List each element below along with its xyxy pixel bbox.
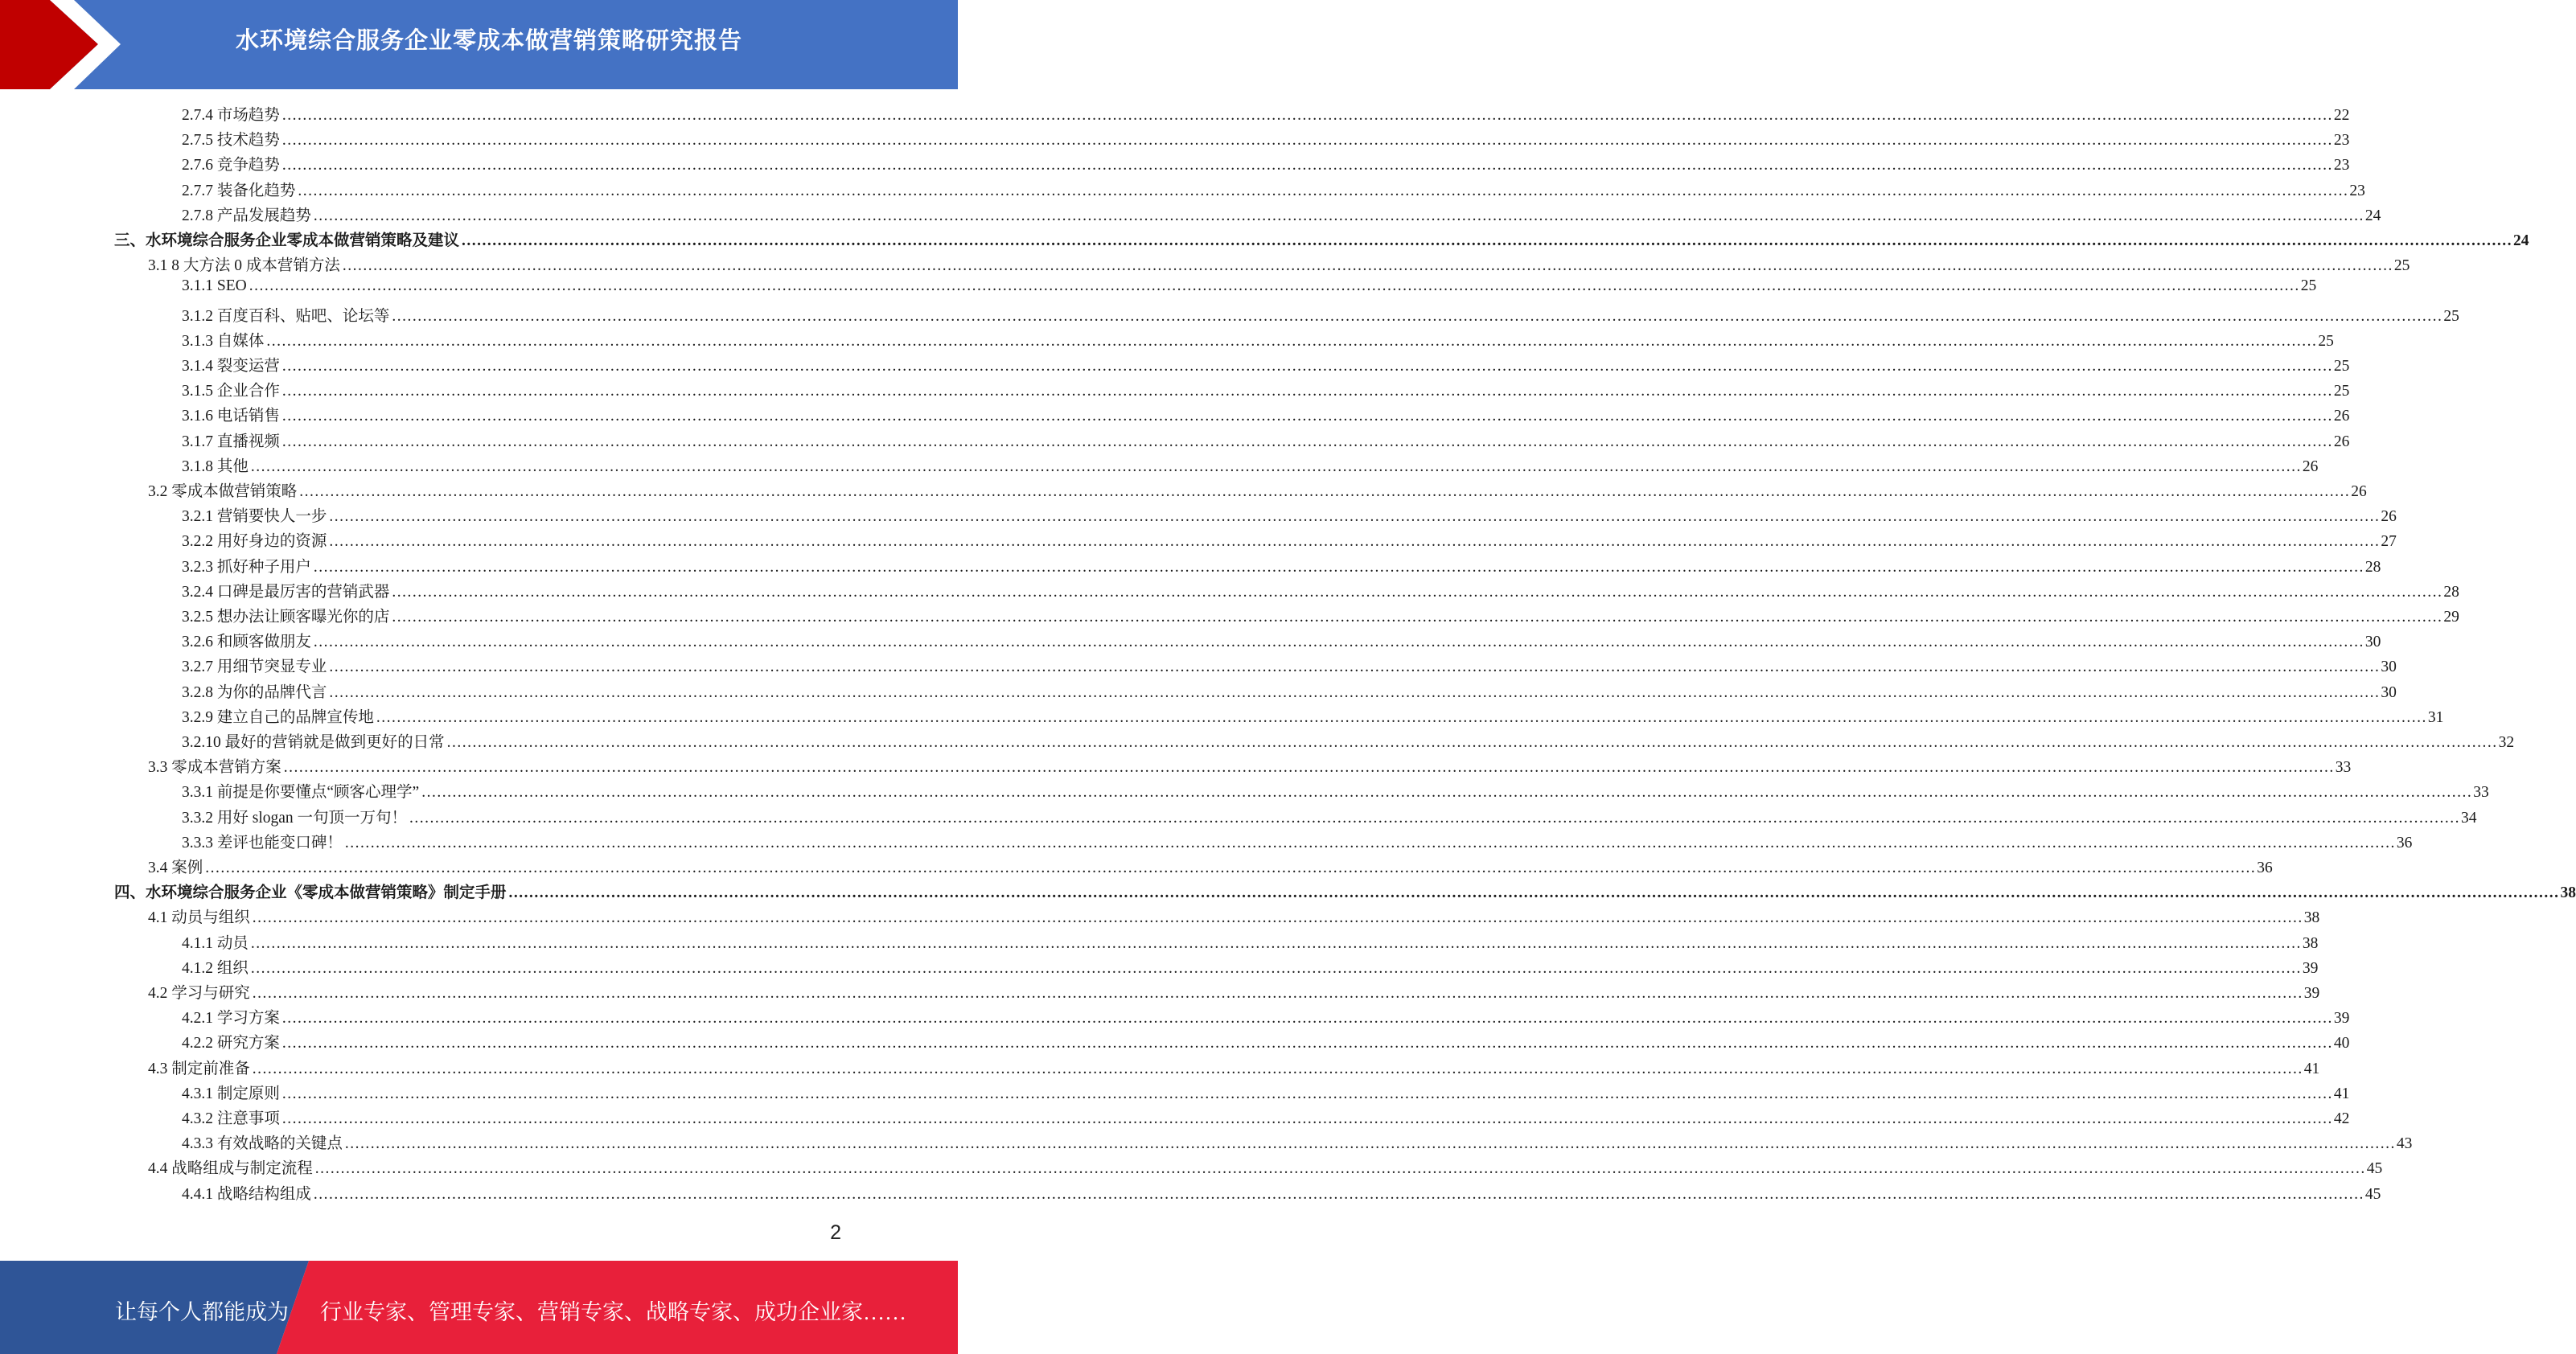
toc-entry-label: 3.4 案例: [148, 860, 203, 876]
toc-dot-leader: ................................................................................................................................................................................................................................................................................................................................................................................................................: [313, 634, 2364, 651]
toc-entry[interactable]: [182, 604, 2459, 629]
toc-entry-page: 39: [2333, 1010, 2350, 1028]
toc-entry[interactable]: [182, 528, 2397, 553]
toc-dot-leader: ................................................................................................................................................................................................................................................................................................................................................................................................................: [329, 533, 2381, 551]
toc-entry-page: 29: [2443, 609, 2459, 626]
toc-dot-leader: ................................................................................................................................................................................................................................................................................................................................................................................................................: [281, 433, 2333, 450]
toc-entry-label: 4.3.3 有效战略的关键点: [182, 1135, 343, 1153]
toc-entry-page: 27: [2381, 533, 2397, 551]
toc-dot-leader: ................................................................................................................................................................................................................................................................................................................................................................................................................: [283, 759, 2335, 777]
toc-entry[interactable]: [182, 654, 2397, 679]
toc-dot-leader: ................................................................................................................................................................................................................................................................................................................................................................................................................: [249, 277, 2300, 295]
toc-entry-label: 3.3 零成本营销方案: [148, 759, 281, 777]
toc-entry-page: 40: [2333, 1035, 2350, 1052]
toc-entry-page: 23: [2333, 132, 2350, 150]
toc-entry-page: 26: [2333, 408, 2350, 425]
toc-entry[interactable]: [148, 1056, 2320, 1081]
toc-entry-label: 3.1.6 电话销售: [182, 408, 280, 425]
toc-entry[interactable]: [148, 905, 2320, 929]
toc-entry-label: 四、水环境综合服务企业《零成本做营销策略》制定手册: [114, 884, 507, 902]
toc-entry-page: 33: [2335, 759, 2352, 777]
toc-entry-label: 4.4 战略组成与制定流程: [148, 1160, 313, 1178]
toc-entry-label: 3.2.4 口碑是最厉害的营销武器: [182, 583, 390, 601]
toc-entry-page: 34: [2461, 809, 2477, 827]
toc-entry[interactable]: [148, 754, 2352, 779]
toc-entry-page: 23: [2349, 182, 2365, 199]
footer-slogan-left: 让每个人都能成为: [115, 1300, 289, 1324]
toc-entry-label: 3.3.1 前提是你要懂点“顾客心理学”: [182, 784, 420, 802]
toc-entry-label: 三、水环境综合服务企业零成本做营销策略及建议: [114, 232, 460, 249]
toc-entry-label: 3.2.6 和顾客做朋友: [182, 634, 311, 651]
toc-dot-leader: ................................................................................................................................................................................................................................................................................................................................................................................................................: [313, 1185, 2364, 1203]
toc-dot-leader: ................................................................................................................................................................................................................................................................................................................................................................................................................: [329, 683, 2381, 701]
toc-entry[interactable]: [182, 729, 2515, 754]
toc-entry[interactable]: [182, 378, 2350, 403]
toc-entry[interactable]: [182, 328, 2334, 353]
toc-entry-label: 4.1 动员与组织: [148, 909, 250, 927]
toc-entry-label: 4.4.1 战略结构组成: [182, 1185, 311, 1203]
toc-entry-label: 4.2.1 学习方案: [182, 1010, 280, 1028]
toc-entry[interactable]: [182, 203, 2381, 228]
toc-entry[interactable]: [182, 779, 2489, 804]
toc-entry[interactable]: [182, 629, 2381, 654]
toc-entry-page: 26: [2302, 457, 2319, 475]
toc-entry[interactable]: [182, 554, 2381, 579]
toc-entry[interactable]: [182, 1106, 2350, 1130]
toc-entry-page: 28: [2364, 558, 2381, 576]
toc-entry-page: 24: [2513, 232, 2529, 249]
toc-entry[interactable]: [148, 1155, 2383, 1180]
toc-entry-page: 38: [2303, 909, 2320, 927]
toc-dot-leader: ................................................................................................................................................................................................................................................................................................................................................................................................................: [252, 1060, 2303, 1077]
toc-dot-leader: ................................................................................................................................................................................................................................................................................................................................................................................................................: [298, 182, 2349, 199]
toc-entry-label: 3.1.2 百度百科、贴吧、论坛等: [182, 307, 390, 325]
toc-entry-label: 3.1 8 大方法 0 成本营销方法: [148, 257, 340, 275]
document-title: 水环境综合服务企业零成本做营销策略研究报告: [235, 27, 742, 54]
toc-entry[interactable]: [182, 277, 2317, 302]
toc-entry-label: 4.1.2 组织: [182, 959, 249, 977]
toc-entry-label: 4.2.2 研究方案: [182, 1035, 280, 1052]
toc-entry[interactable]: [182, 830, 2413, 855]
toc-entry-page: 38: [2302, 934, 2319, 952]
toc-entry[interactable]: [182, 303, 2459, 328]
toc-entry[interactable]: [182, 353, 2350, 378]
footer-slogan-right: 行业专家、管理专家、营销专家、战略专家、成功企业家……: [320, 1300, 906, 1324]
toc-entry-label: 3.2.9 建立自己的品牌宣传地: [182, 708, 374, 726]
toc-dot-leader: ................................................................................................................................................................................................................................................................................................................................................................................................................: [344, 1135, 2396, 1153]
toc-entry[interactable]: [182, 955, 2319, 980]
toc-entry-page: 42: [2333, 1110, 2350, 1127]
toc-entry-page: 32: [2498, 734, 2515, 751]
toc-entry[interactable]: [182, 403, 2350, 428]
toc-entry-label: 2.7.6 竞争趋势: [182, 157, 280, 174]
toc-dot-leader: ................................................................................................................................................................................................................................................................................................................................................................................................................: [250, 959, 2302, 977]
toc-entry-page: 25: [2333, 383, 2350, 400]
toc-entry-page: 24: [2364, 207, 2381, 224]
toc-entry[interactable]: [182, 1005, 2350, 1030]
toc-dot-leader: ................................................................................................................................................................................................................................................................................................................................................................................................................: [281, 408, 2333, 425]
toc-dot-leader: ................................................................................................................................................................................................................................................................................................................................................................................................................: [409, 809, 2461, 827]
toc-dot-leader: ................................................................................................................................................................................................................................................................................................................................................................................................................: [252, 985, 2303, 1002]
toc-entry-label: 3.3.2 用好 slogan 一句顶一万句！: [182, 809, 408, 827]
toc-dot-leader: ................................................................................................................................................................................................................................................................................................................................................................................................................: [329, 508, 2381, 526]
toc-entry[interactable]: [182, 127, 2350, 152]
toc-entry[interactable]: [182, 503, 2397, 528]
toc-entry[interactable]: [182, 579, 2459, 604]
toc-entry-label: 4.3.2 注意事项: [182, 1110, 280, 1127]
toc-dot-leader: ................................................................................................................................................................................................................................................................................................................................................................................................................: [205, 860, 2257, 876]
toc-entry-label: 3.1.7 直播视频: [182, 433, 280, 450]
toc-entry-page: 26: [2381, 508, 2397, 526]
toc-dot-leader: ................................................................................................................................................................................................................................................................................................................................................................................................................: [281, 1110, 2333, 1127]
toc-entry-page: 30: [2381, 683, 2397, 701]
toc-entry-label: 4.3.1 制定原则: [182, 1085, 280, 1102]
toc-entry-label: 2.7.5 技术趋势: [182, 132, 280, 150]
toc-dot-leader: ................................................................................................................................................................................................................................................................................................................................................................................................................: [281, 1010, 2333, 1028]
toc-dot-leader: ................................................................................................................................................................................................................................................................................................................................................................................................................: [329, 659, 2381, 676]
toc-entry[interactable]: [182, 1181, 2381, 1206]
toc-dot-leader: ................................................................................................................................................................................................................................................................................................................................................................................................................: [281, 383, 2333, 400]
toc-entry-page: 30: [2381, 659, 2397, 676]
toc-entry-label: 3.3.3 差评也能变口碑！: [182, 834, 343, 851]
toc-dot-leader: ................................................................................................................................................................................................................................................................................................................................................................................................................: [446, 734, 2498, 751]
toc-entry[interactable]: [182, 1081, 2350, 1106]
toc-entry-label: 3.2.5 想办法让顾客曝光你的店: [182, 609, 390, 626]
toc-entry[interactable]: [182, 930, 2319, 955]
toc-dot-leader: ................................................................................................................................................................................................................................................................................................................................................................................................................: [392, 307, 2443, 325]
toc-entry-page: 22: [2333, 107, 2350, 124]
toc-entry-page: 31: [2427, 708, 2444, 726]
toc-entry-page: 45: [2366, 1160, 2383, 1178]
toc-dot-leader: ................................................................................................................................................................................................................................................................................................................................................................................................................: [252, 909, 2303, 927]
toc-dot-leader: ................................................................................................................................................................................................................................................................................................................................................................................................................: [508, 884, 2560, 902]
toc-dot-leader: ................................................................................................................................................................................................................................................................................................................................................................................................................: [421, 784, 2473, 802]
toc-entry-page: 36: [2396, 834, 2413, 851]
toc-entry-label: 4.3 制定前准备: [148, 1060, 250, 1077]
toc-entry-page: 41: [2333, 1085, 2350, 1102]
toc-entry-label: 3.2.3 抓好种子用户: [182, 558, 311, 576]
toc-entry[interactable]: [148, 478, 2367, 503]
toc-entry-label: 3.1.3 自媒体: [182, 332, 265, 350]
toc-dot-leader: ................................................................................................................................................................................................................................................................................................................................................................................................................: [281, 358, 2333, 375]
toc-dot-leader: ................................................................................................................................................................................................................................................................................................................................................................................................................: [250, 934, 2302, 952]
toc-entry[interactable]: [182, 679, 2397, 704]
toc-dot-leader: ................................................................................................................................................................................................................................................................................................................................................................................................................: [266, 332, 2318, 350]
toc-dot-leader: ................................................................................................................................................................................................................................................................................................................................................................................................................: [392, 609, 2443, 626]
toc-entry[interactable]: [182, 1030, 2350, 1055]
toc-entry[interactable]: [182, 704, 2444, 729]
toc-entry-label: 3.1.4 裂变运营: [182, 358, 280, 375]
toc-dot-leader: ................................................................................................................................................................................................................................................................................................................................................................................................................: [376, 708, 2427, 726]
toc-entry-label: 3.2.10 最好的营销就是做到更好的日常: [182, 734, 445, 751]
toc-entry-label: 4.1.1 动员: [182, 934, 249, 952]
footer-banner: [0, 1261, 958, 1354]
toc-dot-leader: ................................................................................................................................................................................................................................................................................................................................................................................................................: [462, 232, 2513, 249]
toc-entry[interactable]: [114, 880, 2576, 905]
toc-dot-leader: ................................................................................................................................................................................................................................................................................................................................................................................................................: [344, 834, 2396, 851]
toc-entry-label: 3.1.5 企业合作: [182, 383, 280, 400]
toc-entry-page: 39: [2303, 985, 2320, 1002]
page-number: 2: [830, 1221, 841, 1244]
toc-entry-label: 3.2.1 营销要快人一步: [182, 508, 327, 526]
toc-entry-label: 3.1.8 其他: [182, 457, 249, 475]
toc-entry-label: 3.2 零成本做营销策略: [148, 483, 298, 500]
toc-entry[interactable]: [182, 805, 2477, 830]
toc-entry[interactable]: [114, 228, 2529, 252]
toc-entry-page: 33: [2473, 784, 2489, 802]
toc-entry-label: 2.7.4 市场趋势: [182, 107, 280, 124]
toc-dot-leader: ................................................................................................................................................................................................................................................................................................................................................................................................................: [281, 157, 2333, 174]
toc-dot-leader: ................................................................................................................................................................................................................................................................................................................................................................................................................: [281, 1085, 2333, 1102]
toc-entry[interactable]: [182, 102, 2350, 127]
toc-entry[interactable]: [182, 1130, 2413, 1155]
toc-entry-page: 25: [2333, 358, 2350, 375]
toc-dot-leader: ................................................................................................................................................................................................................................................................................................................................................................................................................: [313, 558, 2364, 576]
toc-entry[interactable]: [182, 429, 2350, 453]
header-banner: [0, 0, 958, 89]
toc-dot-leader: ................................................................................................................................................................................................................................................................................................................................................................................................................: [392, 583, 2443, 601]
toc-dot-leader: ................................................................................................................................................................................................................................................................................................................................................................................................................: [281, 1035, 2333, 1052]
toc-entry-label: 2.7.8 产品发展趋势: [182, 207, 311, 224]
toc-entry-page: 36: [2257, 860, 2273, 876]
toc-entry[interactable]: [148, 855, 2273, 880]
toc-entry-page: 26: [2351, 483, 2367, 500]
toc-entry[interactable]: [182, 178, 2365, 203]
toc-entry-page: 25: [2318, 332, 2334, 350]
toc-dot-leader: ................................................................................................................................................................................................................................................................................................................................................................................................................: [281, 107, 2333, 124]
toc-entry-page: 28: [2443, 583, 2459, 601]
toc-entry-page: 30: [2364, 634, 2381, 651]
toc-dot-leader: ................................................................................................................................................................................................................................................................................................................................................................................................................: [281, 132, 2333, 150]
toc-entry-label: 4.2 学习与研究: [148, 985, 250, 1002]
toc-entry-page: 25: [2300, 277, 2317, 295]
toc-dot-leader: ................................................................................................................................................................................................................................................................................................................................................................................................................: [314, 1160, 2366, 1178]
toc-entry[interactable]: [182, 152, 2350, 177]
toc-entry-page: 43: [2396, 1135, 2413, 1153]
toc-dot-leader: ................................................................................................................................................................................................................................................................................................................................................................................................................: [313, 207, 2364, 224]
toc-entry-page: 23: [2333, 157, 2350, 174]
toc-entry-page: 41: [2303, 1060, 2320, 1077]
toc-entry-page: 45: [2364, 1185, 2381, 1203]
toc-entry-label: 3.2.8 为你的品牌代言: [182, 683, 327, 701]
toc-dot-leader: ................................................................................................................................................................................................................................................................................................................................................................................................................: [342, 257, 2393, 275]
toc-dot-leader: ................................................................................................................................................................................................................................................................................................................................................................................................................: [250, 457, 2302, 475]
toc-entry-page: 39: [2302, 959, 2319, 977]
toc-entry-page: 26: [2333, 433, 2350, 450]
toc-entry[interactable]: [182, 453, 2319, 478]
toc-entry-label: 3.2.2 用好身边的资源: [182, 533, 327, 551]
toc-entry[interactable]: [148, 252, 2410, 277]
toc-entry-label: 3.2.7 用细节突显专业: [182, 659, 327, 676]
toc-entry-label: 3.1.1 SEO: [182, 277, 247, 295]
toc-entry-page: 25: [2393, 257, 2410, 275]
toc-dot-leader: ................................................................................................................................................................................................................................................................................................................................................................................................................: [299, 483, 2351, 500]
toc-entry-page: 25: [2443, 307, 2459, 325]
toc-entry[interactable]: [148, 980, 2320, 1005]
toc-entry-label: 2.7.7 装备化趋势: [182, 182, 296, 199]
toc-entry-page: 38: [2560, 884, 2576, 902]
